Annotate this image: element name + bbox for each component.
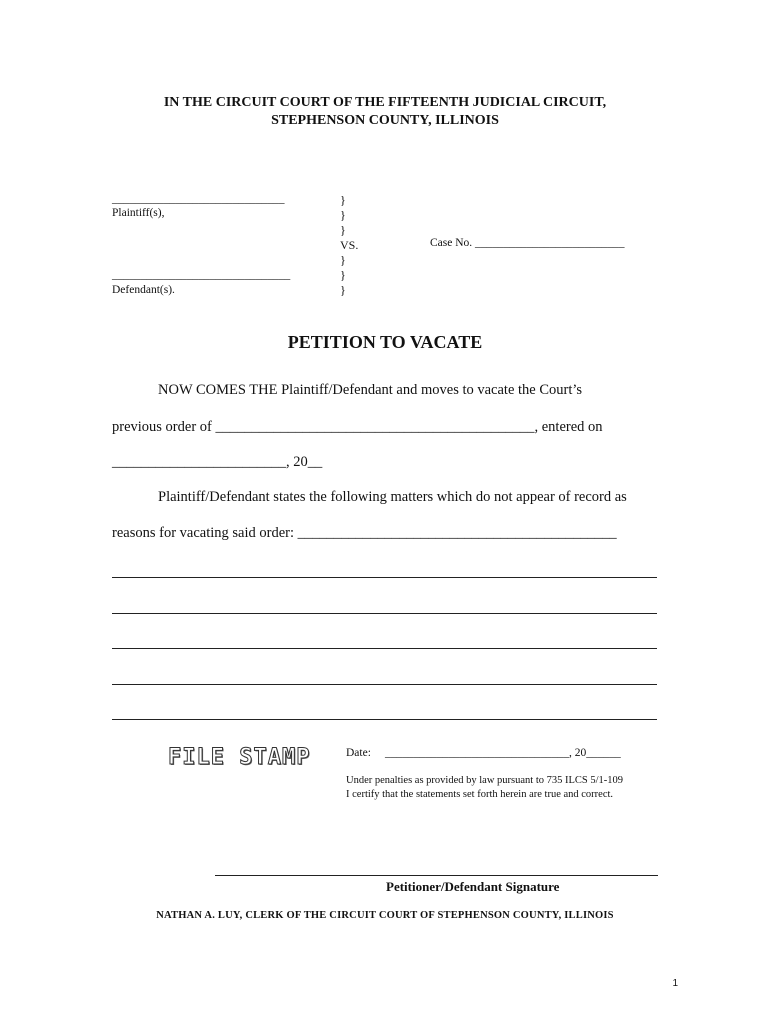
- court-header-line1: IN THE CIRCUIT COURT OF THE FIFTEENTH JUDICIAL CIRCUIT,: [163, 95, 607, 110]
- reason-line[interactable]: [112, 719, 657, 720]
- brace: }: [340, 253, 346, 267]
- para2-line2[interactable]: reasons for vacating said order: ____________________________________________: [112, 525, 617, 541]
- form-title: PETITION TO VACATE: [287, 332, 483, 352]
- case-number-field[interactable]: Case No. __________________________: [430, 237, 625, 249]
- para1-line3[interactable]: ________________________, 20__: [112, 454, 323, 470]
- brace: }: [340, 193, 346, 207]
- page-number: 1: [672, 978, 678, 989]
- vs-label: VS.: [340, 238, 359, 252]
- reason-line[interactable]: [112, 577, 657, 578]
- reason-line[interactable]: [112, 648, 657, 649]
- date-label: Date:: [346, 747, 371, 759]
- date-field[interactable]: ________________________________, 20______: [385, 747, 621, 759]
- reason-line[interactable]: [112, 684, 657, 685]
- reason-line[interactable]: [112, 613, 657, 614]
- caption-braces: [340, 193, 358, 298]
- clerk-footer: NATHAN A. LUY, CLERK OF THE CIRCUIT COURT OF STEPHENSON COUNTY, ILLINOIS: [156, 910, 614, 921]
- brace: }: [340, 208, 346, 222]
- signature-line[interactable]: [215, 875, 658, 876]
- defendant-label: Defendant(s).: [112, 284, 175, 296]
- signature-label: Petitioner/Defendant Signature: [386, 879, 560, 894]
- penalty-line2: I certify that the statements set forth herein are true and correct.: [346, 789, 614, 800]
- brace: }: [340, 283, 346, 297]
- para2-line1: Plaintiff/Defendant states the following matters which do not appear of record as: [158, 489, 627, 505]
- court-header-line2: STEPHENSON COUNTY, ILLINOIS: [271, 113, 499, 128]
- file-stamp-logo: FILE STAMP: [168, 745, 311, 770]
- penalty-line1: Under penalties as provided by law pursuant to 735 ILCS 5/1-109: [346, 775, 624, 786]
- para1-line1: NOW COMES THE Plaintiff/Defendant and moves to vacate the Court’s: [158, 382, 583, 398]
- court-header: [0, 94, 770, 130]
- plaintiff-blank[interactable]: ______________________________: [112, 193, 285, 205]
- para1-line2[interactable]: previous order of ____________________________________________, entered on: [112, 419, 603, 435]
- defendant-blank[interactable]: _______________________________: [112, 269, 291, 281]
- plaintiff-label: Plaintiff(s),: [112, 207, 165, 219]
- brace: }: [340, 223, 346, 237]
- brace: }: [340, 268, 346, 282]
